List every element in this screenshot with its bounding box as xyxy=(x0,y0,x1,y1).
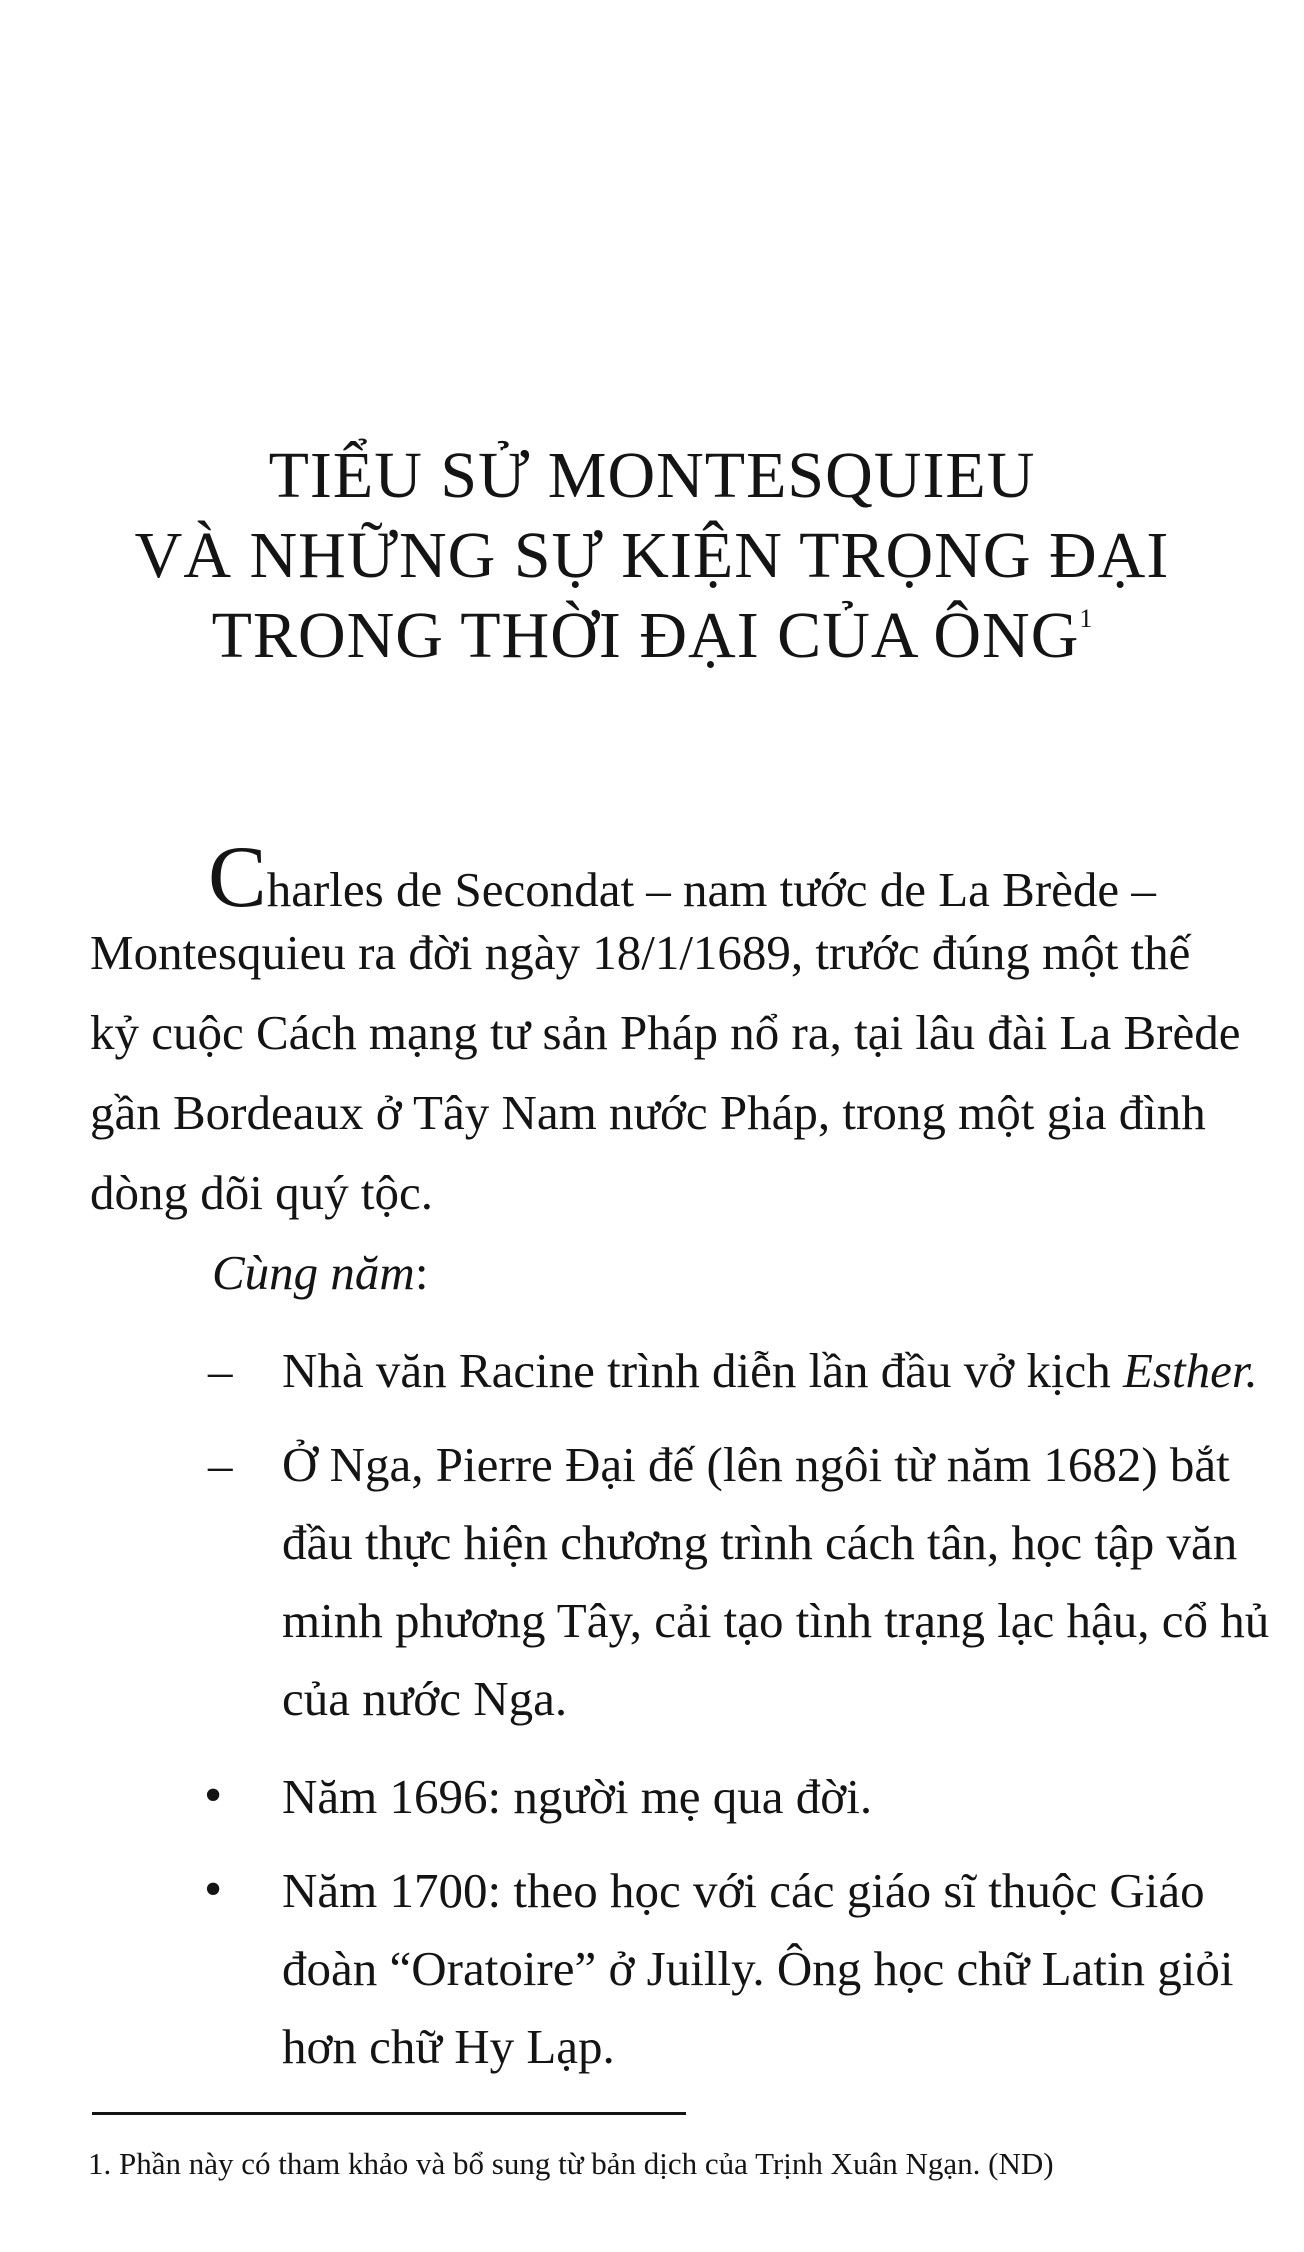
bullet-marker: • xyxy=(204,1767,223,1824)
intro-line-3: kỷ cuộc Cách mạng tư sản Pháp nổ ra, tại lâu đài La Brède xyxy=(90,1005,1241,1060)
drop-cap: C xyxy=(208,829,267,926)
chapter-title-line-3: TRONG THỜI ĐẠI CỦA ÔNG$^1$ xyxy=(211,599,1093,672)
footnote: 1. Phần này có tham khảo và bổ sung từ bản dịch của Trịnh Xuân Ngạn. (ND) xyxy=(88,2146,1054,2181)
intro-line-5: dòng dõi quý tộc. xyxy=(90,1165,433,1220)
bullet-item-1-line-1: Năm 1696: người mẹ qua đời. xyxy=(282,1769,873,1824)
bullet-marker: • xyxy=(204,1861,223,1918)
dash-item-2-line-1: Ở Nga, Pierre Đại đế (lên ngôi từ năm 1682) bắt xyxy=(282,1437,1230,1492)
title-footnote-ref: 1 xyxy=(1079,604,1093,633)
bullet-item-2-line-2: đoàn “Oratoire” ở Juilly. Ông học chữ Latin giỏi xyxy=(282,1941,1234,1996)
same-year-heading: Cùng năm: xyxy=(212,1245,429,1300)
footnote-divider xyxy=(92,2112,686,2115)
intro-line-4: gần Bordeaux ở Tây Nam nước Pháp, trong một gia đình xyxy=(90,1085,1206,1140)
dash-item-2-line-4: của nước Nga. xyxy=(282,1671,568,1726)
chapter-title-line-2: VÀ NHỮNG SỰ KIỆN TRỌNG ĐẠI xyxy=(134,519,1170,592)
intro-line-1: Charles de Secondat – nam tước de La Brède – xyxy=(208,829,1156,926)
bullet-item-2-line-1: Năm 1700: theo học với các giáo sĩ thuộc Giáo xyxy=(282,1863,1205,1918)
dash-marker: – xyxy=(208,1343,233,1398)
dash-item-2-line-2: đầu thực hiện chương trình cách tân, học tập văn xyxy=(282,1515,1238,1570)
intro-line-2: Montesquieu ra đời ngày 18/1/1689, trước đúng một thế xyxy=(90,925,1191,980)
chapter-title-line-1: TIỂU SỬ MONTESQUIEU xyxy=(268,439,1036,512)
dash-marker: – xyxy=(208,1437,233,1492)
dash-item-2-line-3: minh phương Tây, cải tạo tình trạng lạc hậu, cổ hủ xyxy=(282,1593,1270,1648)
bullet-item-2-line-3: hơn chữ Hy Lạp. xyxy=(282,2019,615,2074)
dash-item-1-line-1: Nhà văn Racine trình diễn lần đầu vở kịch Esther. xyxy=(282,1343,1258,1398)
